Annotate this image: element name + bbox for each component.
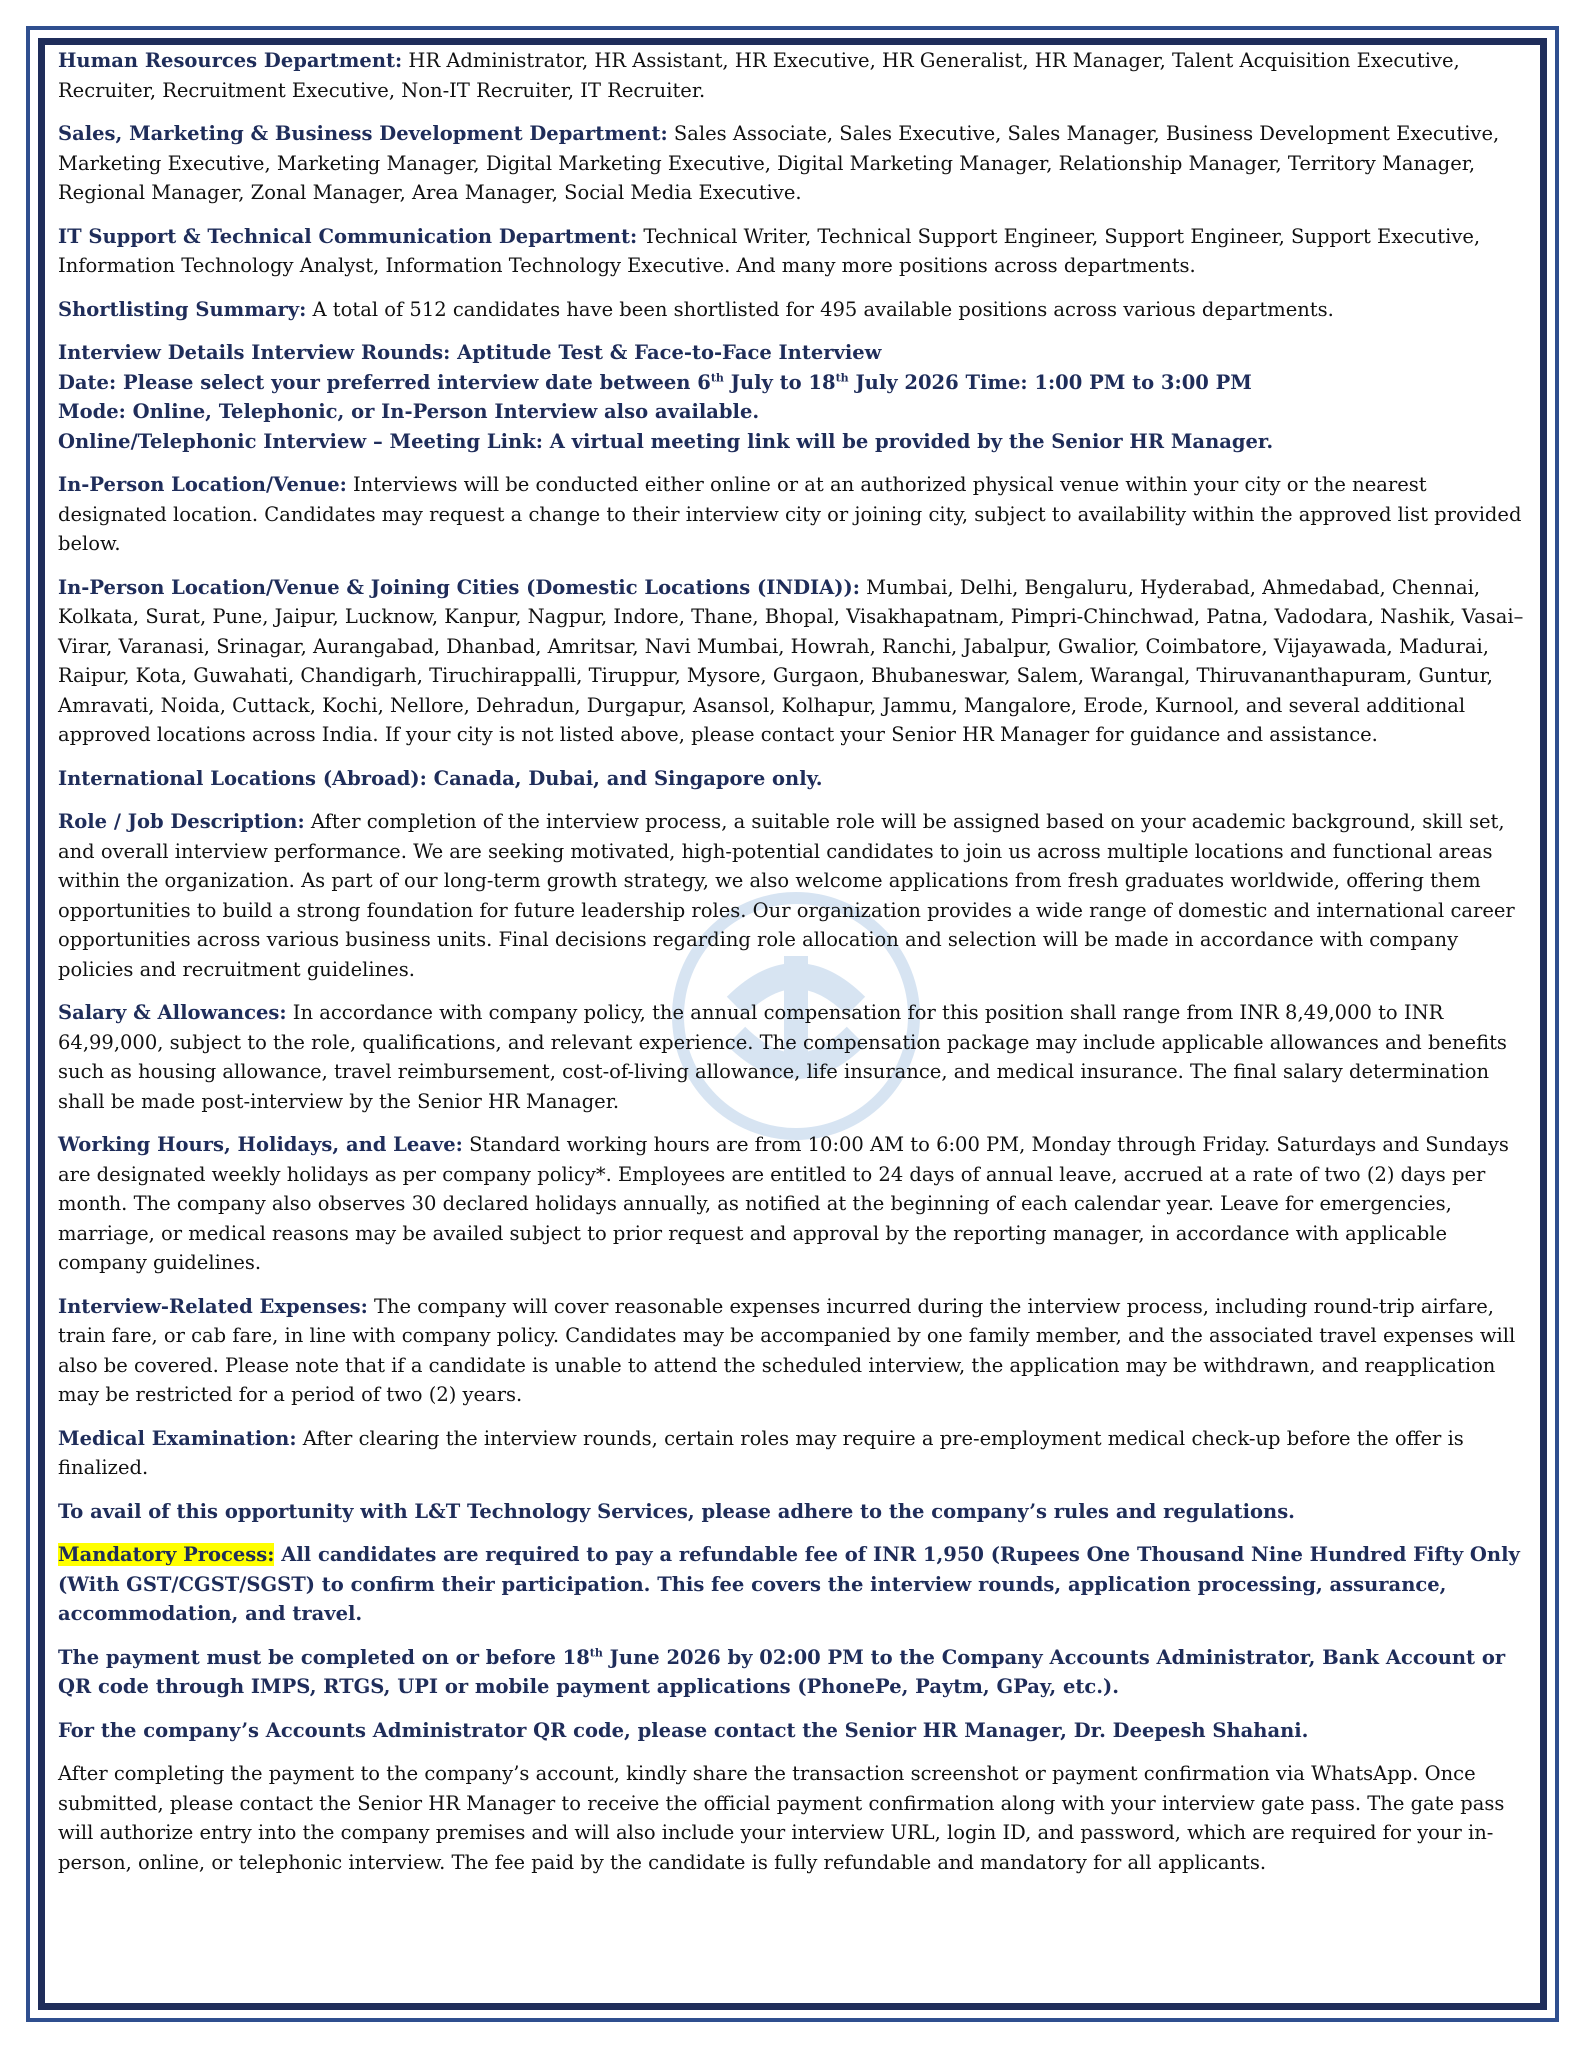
it-department-paragraph	[58, 222, 1528, 281]
it-department-heading: IT Support & Technical Communication Department:	[58, 224, 638, 248]
role-description-heading: Role / Job Description:	[58, 810, 305, 833]
venue-paragraph	[58, 470, 1528, 559]
medical-examination-heading: Medical Examination:	[58, 1426, 297, 1450]
sales-department-heading: Sales, Marketing & Business Development Department:	[58, 122, 668, 145]
interview-date-sup-1: th	[710, 371, 724, 384]
avail-opportunity-line: To avail of this opportunity with L&T Technology Services, please adhere to the company’s rules and regulations.	[58, 1499, 1295, 1523]
hr-department-text: HR Administrator, HR Assistant, HR Executive, HR Generalist, HR Manager, Talent Acquisition Executive, Recruiter, Recruitment Executive, Non-IT Recruiter, IT Recruiter.	[58, 49, 1460, 102]
hr-department-heading: Human Resources Department:	[58, 49, 403, 72]
hr-department-paragraph	[58, 46, 1528, 105]
working-hours-paragraph	[58, 1130, 1528, 1278]
working-hours-text: Standard working hours are from 10:00 AM to 6:00 PM, Monday through Friday. Saturdays and Sundays are designated weekly holidays as per company policy*. Employees are entitled to 24 days of annual leave, accrued at a rate of two (2) days per month. The company also observes 30 declared holidays annually, as notified at the beginning of each calendar year. Leave for emergencies, marriage, or medical reasons may be availed subject to prior request and approval by the reporting manager, in accordance with applicable company guidelines.	[58, 1133, 1509, 1274]
interview-mode-line: Mode: Online, Telephonic, or In-Person Interview also available.	[58, 400, 760, 423]
payment-deadline-text-a: The payment must be completed on or before 18	[58, 1645, 590, 1669]
shortlisting-summary-paragraph	[58, 295, 1528, 325]
it-department-text: Technical Writer, Technical Support Engineer, Support Engineer, Support Executive, Information Technology Analyst, Information Technology Executive. And many more positions across departments.	[58, 224, 1481, 277]
salary-paragraph	[58, 998, 1528, 1116]
sales-department-paragraph	[58, 119, 1528, 208]
document-body	[58, 46, 1528, 1891]
interview-expenses-heading: Interview-Related Expenses:	[58, 1294, 368, 1318]
interview-date-sup-2: th	[835, 371, 849, 384]
working-hours-heading: Working Hours, Holidays, and Leave:	[58, 1133, 463, 1156]
venue-text: Interviews will be conducted either online or at an authorized physical venue within your city or the nearest designated location. Candidates may request a change to their interview city or joining city, subject to availability within the approved list provided below.	[58, 473, 1522, 555]
joining-cities-heading: In-Person Location/Venue & Joining Cities (Domestic Locations (INDIA)):	[58, 575, 860, 599]
interview-rounds-line: Interview Details Interview Rounds: Aptitude Test & Face-to-Face Interview	[58, 341, 882, 364]
medical-examination-paragraph	[58, 1424, 1528, 1483]
payment-deadline-text-b: June 2026 by 02:00 PM to the Company Accounts Administrator, Bank Account or QR code through IMPS, RTGS, UPI or mobile payment applications (PhonePe, Paytm, GPay, etc.).	[58, 1645, 1506, 1698]
interview-date-line	[58, 371, 1252, 394]
shortlisting-summary-text: A total of 512 candidates have been shortlisted for 495 available positions across various departments.	[306, 297, 1334, 321]
payment-deadline-sup: th	[589, 1646, 603, 1659]
payment-deadline-paragraph	[58, 1643, 1528, 1702]
international-locations-line: International Locations (Abroad): Canada, Dubai, and Singapore only.	[58, 766, 823, 790]
interview-date-text-b: July to 18	[723, 370, 836, 394]
joining-cities-paragraph	[58, 573, 1528, 750]
role-description-paragraph	[58, 807, 1528, 984]
interview-details-block	[58, 338, 1528, 456]
closing-paragraph: After completing the payment to the company’s account, kindly share the transaction screenshot or payment confirmation via WhatsApp. Once submitted, please contact the Senior HR Manager to receive the official payment confirmation along with your interview gate pass. The gate pass will authorize entry into the company premises and will also include your interview URL, login ID, and password, which are required for your in-person, online, or telephonic interview. The fee paid by the candidate is fully refundable and mandatory for all applicants.	[58, 1762, 1505, 1874]
meeting-link-line: Online/Telephonic Interview – Meeting Link: A virtual meeting link will be provided by the Senior HR Manager.	[58, 429, 1274, 453]
medical-examination-text: After clearing the interview rounds, certain roles may require a pre-employment medical check-up before the offer is finalized.	[58, 1426, 1464, 1479]
interview-expenses-text: The company will cover reasonable expenses incurred during the interview process, including round-trip airfare, train fare, or cab fare, in line with company policy. Candidates may be accompanied by one family member, and the associated travel expenses will also be covered. Please note that if a candidate is unable to attend the scheduled interview, the application may be withdrawn, and reapplication may be restricted for a period of two (2) years.	[58, 1294, 1516, 1406]
joining-cities-text: Mumbai, Delhi, Bengaluru, Hyderabad, Ahmedabad, Chennai, Kolkata, Surat, Pune, Jaipur, Lucknow, Kanpur, Nagpur, Indore, Thane, Bhopal, Visakhapatnam, Pimpri-Chinchwad, Patna, Vadodara, Nashik, Vasai–Virar, Varanasi, Srinagar, Aurangabad, Dhanbad, Amritsar, Navi Mumbai, Howrah, Ranchi, Jabalpur, Gwalior, Coimbatore, Vijayawada, Madurai, Raipur, Kota, Guwahati, Chandigarh, Tiruchirappalli, Tiruppur, Mysore, Gurgaon, Bhubaneswar, Salem, Warangal, Thiruvananthapuram, Guntur, Amravati, Noida, Cuttack, Kochi, Nellore, Dehradun, Durgapur, Asansol, Kolhapur, Jammu, Mangalore, Erode, Kurnool, and several additional approved locations across India. If your city is not listed above, please contact your Senior HR Manager for guidance and assistance.	[58, 575, 1524, 746]
mandatory-process-label: Mandatory Process:	[58, 1543, 275, 1566]
mandatory-process-text: All candidates are required to pay a refundable fee of INR 1,950 (Rupees One Thousand Nine Hundred Fifty Only (With GST/CGST/SGST) to confirm their participation. This fee covers the interview rounds, application processing, assurance, accommodation, and travel.	[58, 1543, 1520, 1625]
interview-expenses-paragraph	[58, 1292, 1528, 1410]
interview-date-text-a: Date: Please select your preferred interview date between 6	[58, 370, 711, 394]
shortlisting-summary-heading: Shortlisting Summary:	[58, 297, 307, 321]
qr-code-contact-line: For the company’s Accounts Administrator QR code, please contact the Senior HR Manager, Dr. Deepesh Shahani.	[58, 1718, 1309, 1742]
role-description-text: After completion of the interview process, a suitable role will be assigned based on your academic background, skill set, and overall interview performance. We are seeking motivated, high-potential candidates to join us across multiple locations and functional areas within the organization. As part of our long-term growth strategy, we also welcome applications from fresh graduates worldwide, offering them opportunities to build a strong foundation for future leadership roles. Our organization provides a wide range of domestic and international career opportunities across various business units. Final decisions regarding role allocation and selection will be made in accordance with company policies and recruitment guidelines.	[58, 810, 1515, 981]
mandatory-process-paragraph	[58, 1540, 1528, 1629]
interview-date-text-c: July 2026 Time: 1:00 PM to 3:00 PM	[848, 370, 1252, 394]
salary-heading: Salary & Allowances:	[58, 1001, 287, 1024]
salary-text: In accordance with company policy, the annual compensation for this position shall range from INR 8,49,000 to INR 64,99,000, subject to the role, qualifications, and relevant experience. The compensation package may include applicable allowances and benefits such as housing allowance, travel reimbursement, cost-of-living allowance, life insurance, and medical insurance. The final salary determination shall be made post-interview by the Senior HR Manager.	[58, 1001, 1507, 1113]
sales-department-text: Sales Associate, Sales Executive, Sales Manager, Business Development Executive, Marketing Executive, Marketing Manager, Digital Marketing Executive, Digital Marketing Manager, Relationship Manager, Territory Manager, Regional Manager, Zonal Manager, Area Manager, Social Media Executive.	[58, 122, 1500, 204]
venue-heading: In-Person Location/Venue:	[58, 473, 347, 496]
